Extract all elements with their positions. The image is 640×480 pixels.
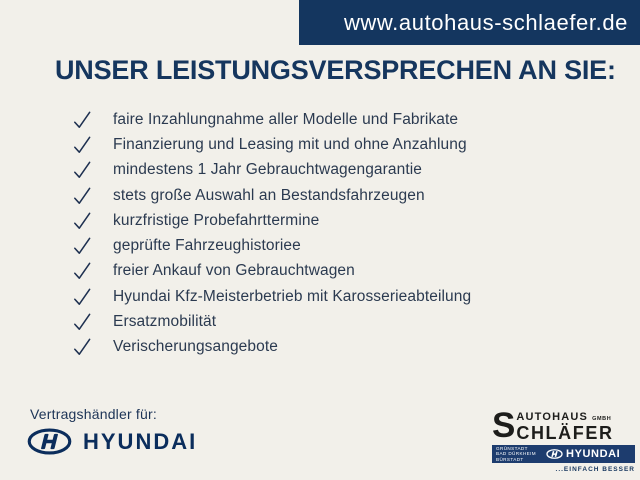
hyundai-logo-icon [26, 428, 73, 455]
checkmark-icon [73, 161, 91, 179]
checkmark-icon [73, 237, 91, 255]
list-item-text: freier Ankauf von Gebrauchtwagen [113, 262, 355, 280]
checkmark-icon [73, 187, 91, 205]
list-item-text: faire Inzahlungnahme aller Modelle und Fabrikate [113, 110, 459, 128]
list-item [73, 183, 471, 208]
list-item-text: Verischerungsangebote [113, 338, 278, 356]
list-item [73, 284, 471, 309]
dealer-label: Vertragshändler für: [30, 406, 157, 422]
list-item [73, 208, 471, 233]
location-buerstadt: BÜRSTADT [496, 456, 524, 462]
checkmark-icon [73, 111, 91, 129]
list-item [73, 107, 471, 132]
hyundai-wordmark: HYUNDAI [83, 428, 198, 454]
list-item [73, 233, 471, 258]
list-item-text: Finanzierung und Leasing mit und ohne Anzahlung [113, 135, 467, 153]
hyundai-logo-row [26, 428, 197, 455]
page-title: UNSER LEISTUNGSVERSPRECHEN AN SIE: [55, 55, 616, 85]
tagline: ...EINFACH BESSER [555, 466, 635, 473]
hyundai-wordmark-small: HYUNDAI [566, 448, 621, 460]
checkmark-icon [73, 212, 91, 230]
website-banner [299, 0, 640, 45]
checkmark-icon [73, 338, 91, 356]
autohaus-text: AUTOHAUS [516, 411, 589, 423]
dealer-block [30, 406, 197, 455]
list-item [73, 158, 471, 183]
list-item-text: stets große Auswahl an Bestandsfahrzeugen [113, 186, 425, 204]
list-item-text: kurzfristige Probefahrttermine [113, 211, 320, 229]
hyundai-logo-icon-white [546, 449, 563, 459]
checkmark-icon [73, 288, 91, 306]
list-item-text: Ersatzmobilität [113, 313, 217, 331]
schlaefer-locations-bar [492, 445, 635, 463]
list-item [73, 335, 471, 360]
locations-list [496, 446, 536, 462]
schlaefer-wordmark [492, 406, 635, 445]
chlaefer-text: CHLÄFER [516, 423, 614, 443]
checkmark-icon [73, 136, 91, 154]
list-item-text: mindestens 1 Jahr Gebrauchtwagengarantie [113, 161, 423, 179]
gmbh-text: GMBH [592, 416, 612, 422]
list-item [73, 309, 471, 334]
list-item-text: Hyundai Kfz-Meisterbetrieb mit Karosserieabteilung [113, 287, 472, 305]
schlaefer-big-s: S [492, 406, 515, 445]
checkmark-icon [73, 313, 91, 331]
location-gruenstadt: GRÜNSTADT [496, 445, 528, 451]
list-item-text: geprüfte Fahrzeughistoriee [113, 237, 301, 255]
promise-list [73, 107, 471, 360]
website-url: www.autohaus-schlaefer.de [343, 9, 628, 35]
checkmark-icon [73, 262, 91, 280]
list-item [73, 259, 471, 284]
location-bad-duerkheim: BAD DÜRKHEIM [496, 451, 537, 457]
list-item [73, 132, 471, 157]
schlaefer-logo [492, 406, 635, 473]
